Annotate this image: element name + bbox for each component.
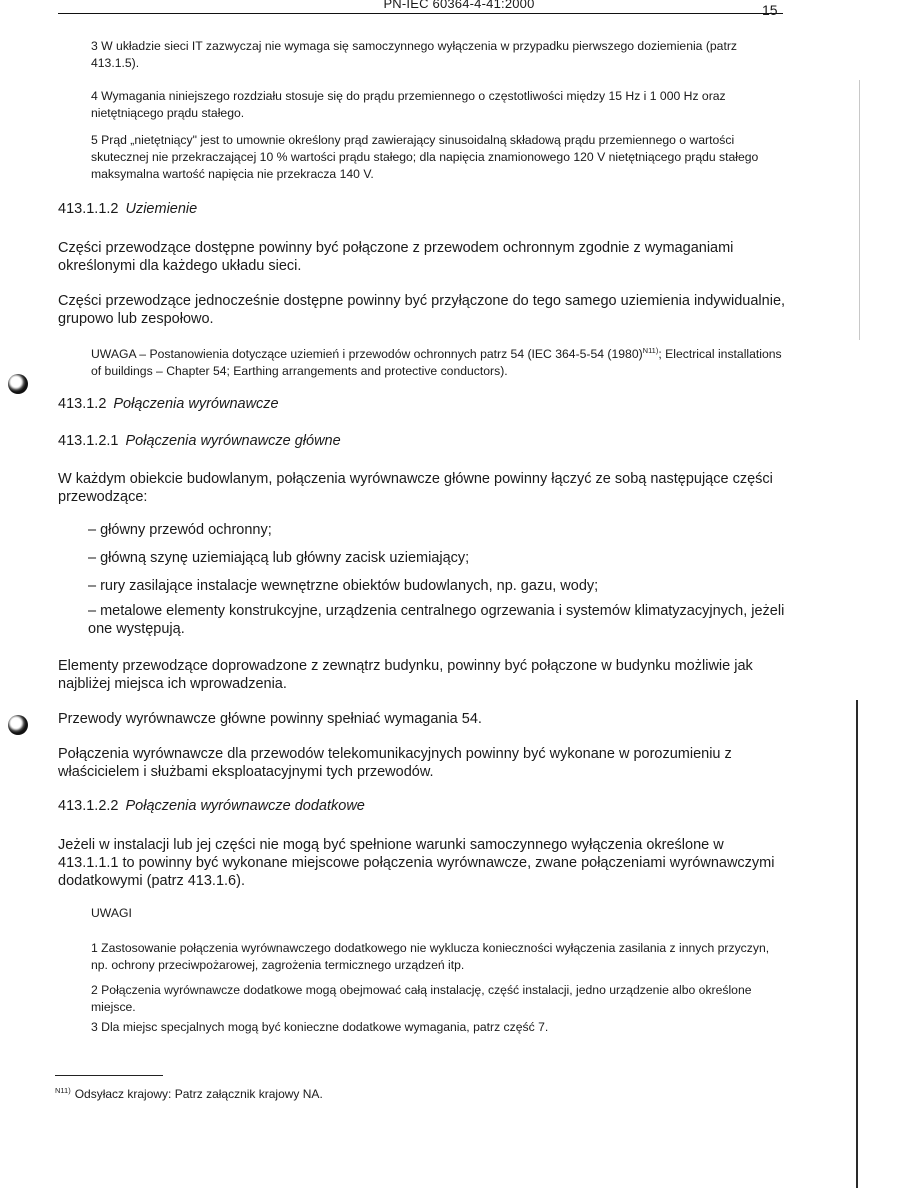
list-item: – metalowe elementy konstrukcyjne, urządzenia centralnego ogrzewania i systemów klimatyzacyjnych, jeżeli one występują.	[88, 603, 785, 637]
page-number: 15	[762, 2, 778, 18]
footnote	[55, 1086, 323, 1101]
footnote-text: Odsyłacz krajowy: Patrz załącznik krajowy NA.	[74, 1087, 323, 1101]
footnote-rule	[55, 1075, 163, 1076]
note-3: 3 W układzie sieci IT zazwyczaj nie wymaga się samoczynnego wyłączenia w przypadku pierwszego doziemienia (patrz 413.1.5).	[91, 39, 737, 70]
punch-hole-icon	[8, 374, 28, 394]
list-item: – główną szynę uziemiającą lub główny zacisk uziemiający;	[88, 550, 470, 566]
paragraph: Części przewodzące jednocześnie dostępne powinny być przyłączone do tego samego uziemienia indywidualnie, grupowo lub zespołowo.	[58, 293, 786, 327]
section-title: Uziemienie	[125, 201, 198, 217]
paragraph: Przewody wyrównawcze główne powinny spełniać wymagania 54.	[58, 711, 482, 727]
list-item: – główny przewód ochronny;	[88, 522, 272, 538]
section-heading-413122	[58, 797, 365, 815]
section-title: Połączenia wyrównawcze główne	[125, 433, 341, 449]
scan-edge-mark	[859, 80, 860, 340]
section-number: 413.1.1.2	[58, 201, 119, 217]
note-4: 4 Wymagania niniejszego rozdziału stosuje się do prądu przemiennego o częstotliwości między 15 Hz i 1 000 Hz oraz nietętniącego prądu stałego.	[91, 89, 726, 120]
notes-title: UWAGI	[91, 906, 132, 920]
section-title: Połączenia wyrównawcze dodatkowe	[125, 798, 365, 814]
note-uwaga-text: UWAGA – Postanowienia dotyczące uziemień i przewodów ochronnych patrz 54 (IEC 364-5-54 (1980)	[91, 347, 643, 361]
footnote-reference: N11)	[642, 346, 659, 355]
section-number: 413.1.2.1	[58, 433, 119, 449]
note-5: 5 Prąd „nietętniący" jest to umownie określony prąd zawierający sinusoidalną składową prądu przemiennego o wartości skutecznej nie przekraczającej 10 % wartości prądu stałego; dla napięcia znamionowego 120 V nietętniącego prądu stałego maksymalna wartość napięcia nie przekracza 140 V.	[91, 133, 759, 181]
section-number: 413.1.2.2	[58, 798, 119, 814]
note-uwaga-text-end: ; Electrical installations of buildings – Chapter 54; Earthing arrangements and protective conductors).	[91, 347, 782, 378]
section-heading-41312	[58, 395, 279, 413]
paragraph: Jeżeli w instalacji lub jej części nie mogą być spełnione warunki samoczynnego wyłączenia określone w 413.1.1.1 to powinny być wykonane miejscowe połączenia wyrównawcze, zwane połączeniami wyrównawczymi dodatkowymi (patrz 413.1.6).	[58, 837, 775, 889]
footnote-mark: N11)	[55, 1086, 71, 1095]
section-heading-413112	[58, 200, 197, 218]
standard-designation: PN-IEC 60364-4-41:2000	[383, 0, 535, 11]
paragraph: Elementy przewodzące doprowadzone z zewnątrz budynku, powinny być połączone w budynku możliwie jak najbliżej miejsca ich wprowadzenia.	[58, 658, 753, 692]
punch-hole-icon	[8, 715, 28, 735]
section-heading-413121	[58, 432, 341, 450]
paragraph: Połączenia wyrównawcze dla przewodów telekomunikacyjnych powinny być wykonane w porozumieniu z właścicielem i służbami eksploatacyjnymi tych przewodów.	[58, 746, 732, 780]
paragraph: W każdym obiekcie budowlanym, połączenia wyrównawcze główne powinny łączyć ze sobą następujące części przewodzące:	[58, 471, 773, 505]
note-item: 2 Połączenia wyrównawcze dodatkowe mogą obejmować całą instalację, część instalacji, jedno urządzenie albo określone miejsce.	[91, 983, 752, 1014]
note-uwaga	[91, 346, 787, 380]
note-item: 1 Zastosowanie połączenia wyrównawczego dodatkowego nie wyklucza konieczności wyłączenia zasilania z innych przyczyn, np. ochrony przeciwpożarowej, zagrożenia termicznego urządzeń itp.	[91, 941, 770, 972]
header-rule	[58, 13, 783, 14]
list-item: – rury zasilające instalacje wewnętrzne obiektów budowlanych, np. gazu, wody;	[88, 578, 599, 594]
note-item: 3 Dla miejsc specjalnych mogą być konieczne dodatkowe wymagania, patrz część 7.	[91, 1020, 549, 1034]
section-title: Połączenia wyrównawcze	[113, 396, 279, 412]
section-number: 413.1.2	[58, 396, 107, 412]
paragraph: Części przewodzące dostępne powinny być połączone z przewodem ochronnym zgodnie z wymaganiami określonymi dla każdego układu sieci.	[58, 240, 734, 274]
scan-edge-line	[856, 700, 858, 1188]
